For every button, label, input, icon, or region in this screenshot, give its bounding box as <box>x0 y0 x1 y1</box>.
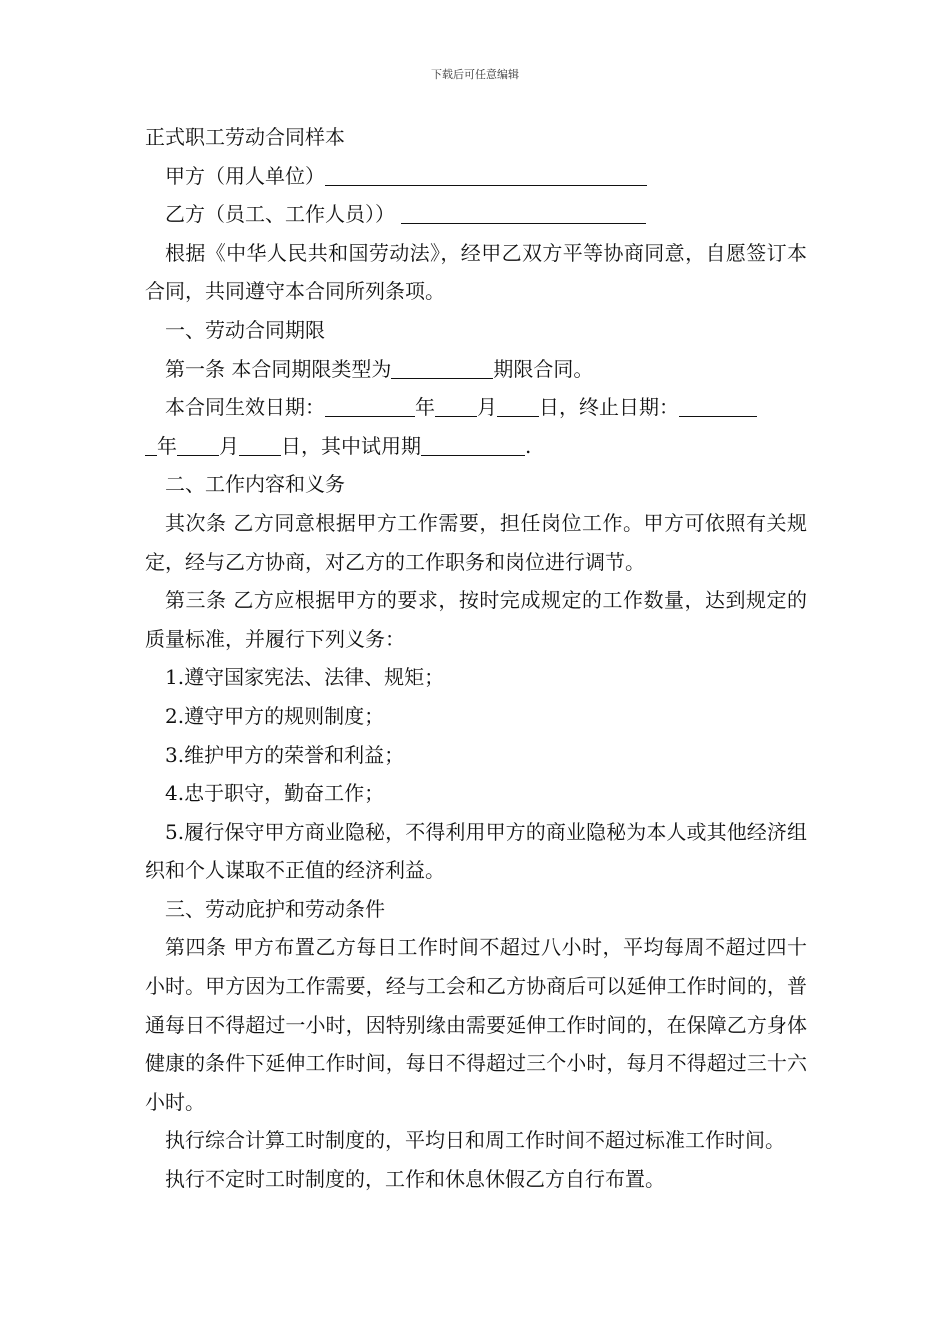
section-2-heading: 二、工作内容和义务 <box>165 472 345 497</box>
page-header: 下载后可任意编辑 <box>431 68 519 81</box>
start-month-blank[interactable] <box>435 396 477 417</box>
trial-period-blank[interactable] <box>421 435 525 456</box>
article-1-text: 第一条 本合同期限类型为 <box>165 356 392 381</box>
party-b-blank[interactable] <box>401 203 646 224</box>
party-a-blank[interactable] <box>325 165 647 186</box>
end-year-blank-cont[interactable] <box>145 435 157 456</box>
start-year-blank[interactable] <box>325 396 415 417</box>
start-day-blank[interactable] <box>497 396 539 417</box>
article-3: 第三条 乙方应根据甲方的要求，按时完成规定的工作数量，达到规定的质量标准，并履行下列义务： <box>145 588 807 651</box>
intro-paragraph: 根据《中华人民共和国劳动法》，经甲乙双方平等协商同意，自愿签订本合同，共同遵守本合同所列条项。 <box>145 240 807 304</box>
article-4: 第四条 甲方布置乙方每日工作时间不超过八小时，平均每周不超过四十小时。甲方因为工作需要，经与工会和乙方协商后可以延伸工作时间的，普通每日不得超过一小时，因特别缘由需要延伸工作时间的，在保障乙方身体健康的条件下延伸工作时间，每日不得超过三个小时，每月不得超过三十六小时。 <box>145 935 807 1114</box>
trial-period-label: 日，其中试用期 <box>281 433 421 458</box>
party-b-line <box>145 195 807 234</box>
end-date-label: 日，终止日期： <box>539 395 679 420</box>
effective-date-label: 本合同生效日期： <box>165 395 325 420</box>
year-label: 年 <box>415 395 435 420</box>
month-label: 月 <box>477 395 497 420</box>
document-title: 正式职工劳动合同样本 <box>145 125 345 149</box>
list-item: 2.遵守甲方的规则制度； <box>165 703 385 728</box>
party-a-line <box>145 157 807 196</box>
party-a-label: 甲方（用人单位） <box>165 163 325 188</box>
party-b-label: 乙方（员工、工作人员）） <box>165 202 395 227</box>
period-mark: . <box>525 433 532 458</box>
comprehensive-hours-paragraph: 执行综合计算工时制度的，平均日和周工作时间不超过标准工作时间。 <box>165 1128 785 1153</box>
year-label: 年 <box>157 433 177 458</box>
article-1 <box>145 350 807 389</box>
contract-body <box>145 118 807 1199</box>
section-1-heading: 一、劳动合同期限 <box>165 317 325 342</box>
list-item: 1.遵守国家宪法、法律、规矩； <box>165 665 445 690</box>
section-3-heading: 三、劳动庇护和劳动条件 <box>165 896 385 921</box>
contract-type-blank[interactable] <box>391 358 493 379</box>
article-2: 其次条 乙方同意根据甲方工作需要，担任岗位工作。甲方可依照有关规定，经与乙方协商，对乙方的工作职务和岗位进行调节。 <box>145 510 807 574</box>
end-month-blank[interactable] <box>177 435 219 456</box>
end-day-blank[interactable] <box>239 435 281 456</box>
end-year-blank[interactable] <box>679 396 757 417</box>
list-item: 5.履行保守甲方商业隐秘，不得利用甲方的商业隐秘为本人或其他经济组织和个人谋取不正值的经济利益。 <box>145 819 807 883</box>
flexible-hours-paragraph: 执行不定时工时制度的，工作和休息休假乙方自行布置。 <box>165 1167 665 1192</box>
list-item: 3.维护甲方的荣誉和利益； <box>165 742 405 767</box>
month-label: 月 <box>219 433 239 458</box>
article-1-suffix: 期限合同。 <box>493 356 594 381</box>
list-item: 4.忠于职守，勤奋工作； <box>165 781 385 806</box>
effective-date-line <box>145 388 807 465</box>
